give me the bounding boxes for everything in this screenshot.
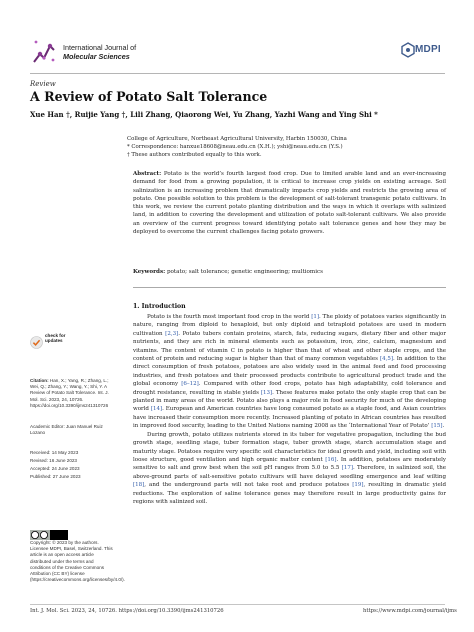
- keywords: [133, 269, 323, 275]
- check-for-updates-icon[interactable]: [30, 334, 43, 347]
- journal-name-line2: Molecular Sciences: [63, 52, 130, 61]
- text-run: . These features make potato the only staple crop that can be planted in many areas of the world. Potato also plays a major role in food security for much of the developing world: [133, 389, 446, 413]
- text-run: .: [442, 423, 445, 430]
- citation-text: Han, X.; Yang, R.; Zhang, L.; Wei, Q.; Zhang, Y.; Wang, Y.; Shi, Y. A Review of Potato Salt Tolerance. Int. J. Mol. Sci. 2023, 24, 10726. https://doi.org/10.3390/ijms241310726: [30, 378, 109, 408]
- text-run: . European and American countries have long consumed potato as a staple food, and Asian countries have increased their consumption more recently. Increased planting of potato in African countries has resulted in improved food security, leading to the United Nations naming 2008 as the ‘International Year of Potato’: [133, 406, 446, 430]
- publisher-logo-text: MDPI: [415, 44, 441, 55]
- author-list: Xue Han †, Ruijie Yang †, Lili Zhang, Qiaorong Wei, Yu Zhang, Yazhi Wang and Ying Shi *: [30, 110, 378, 119]
- reference-link[interactable]: [17]: [341, 465, 353, 472]
- date-published: Published: 27 June 2023: [30, 474, 81, 479]
- header-divider: [30, 73, 445, 74]
- section-heading-introduction: 1. Introduction: [133, 303, 186, 310]
- reference-link[interactable]: [1]: [311, 314, 320, 320]
- check-for-updates-line1: check for: [45, 333, 66, 338]
- reference-link[interactable]: [16]: [325, 456, 337, 463]
- footer-citation[interactable]: Int. J. Mol. Sci. 2023, 24, 10726. https://doi.org/10.3390/ijms241310726: [30, 608, 224, 614]
- equal-contribution-note: † These authors contributed equally to this work.: [127, 152, 262, 158]
- text-run: During growth, potato utilizes nutrients stored in its tuber for vegetative propagation, including the bud growth stage, seedling stage, tuber formation stage, tuber growth stage, starch accumulation stage and maturity stage. Potatoes require very specific soil characteristics for ideal growth and yield, including soil with loose structure, good ventilation and high organic matter content: [133, 431, 446, 463]
- reference-link[interactable]: [19]: [352, 482, 364, 489]
- abstract-text: Potato is the world’s fourth largest food crop. Due to limited arable land and an ever-increasing demand for food from a growing population, it is critical to increase crop yields on existing acreage. Soil salinization is an increasing problem that dramatically impacts crop yields and restricts the growing area of potato. One possible solution to this problem is the development of salt-tolerant transgenic potato cultivars. In this work, we review the current potato planting distribution and the ways in which it overlaps with salinized land, in addition to covering the development and utilization of potato salt-tolerant cultivars. We also provide an overview of the current progress toward identifying potato salt tolerance genes and how they may be deployed to overcome the current challenges facing potato growers.: [133, 171, 446, 235]
- journal-name: [63, 43, 136, 61]
- text-run: . The ploidy of potatoes varies significantly in nature, ranging from diploid to hexaploid, but only diploid and tetraploid potatoes are used in modern cultivation: [133, 314, 446, 337]
- date-received: Received: 14 May 2023: [30, 450, 79, 455]
- text-run: , and the underground parts will not take root and produce potatoes: [144, 482, 353, 489]
- copyright-notice: Copyright: © 2023 by the authors. Licensee MDPI, Basel, Switzerland. This article is an open access article distributed under the terms and conditions of the Creative Commons Attribution (CC BY) license (https://creativecommons.org/licenses/by/4.0/).: [30, 540, 125, 583]
- introduction-paragraph-1: [133, 313, 446, 431]
- reference-link[interactable]: [14]: [150, 406, 163, 413]
- reference-link[interactable]: [13]: [260, 389, 273, 396]
- text-run: Potato is the fourth most important food crop in the world: [147, 314, 312, 320]
- text-run: . In addition, potatoes are moderately sensitive to salt and grow best when the soil pH ranges from 5.0 to 5.5: [133, 456, 447, 472]
- affiliation: College of Agriculture, Northeast Agricultural University, Harbin 150030, China: [127, 136, 347, 142]
- abstract: [133, 170, 446, 236]
- reference-link[interactable]: [2,3]: [165, 330, 179, 337]
- article-type: Review: [30, 80, 56, 88]
- journal-logo-icon: [30, 36, 58, 66]
- reference-link[interactable]: [18]: [133, 482, 145, 489]
- date-accepted: Accepted: 24 June 2023: [30, 466, 80, 471]
- academic-editor: Academic Editor: Juan Manuel Ruiz Lozano: [30, 424, 103, 436]
- keywords-text: potato; salt tolerance; genetic engineering; multiomics: [166, 269, 323, 275]
- reference-link[interactable]: [6–12]: [181, 381, 199, 388]
- abstract-label: Abstract:: [133, 171, 162, 177]
- reference-link[interactable]: [15]: [431, 423, 443, 430]
- cc-by-license-icon[interactable]: [30, 525, 68, 535]
- journal-name-line1: International Journal of: [63, 43, 137, 52]
- check-for-updates-button[interactable]: [45, 333, 65, 343]
- introduction-body: [133, 313, 446, 506]
- text-run: , resulting in dramatic yield reductions. The exploration of saline tolerance genes may therefore result in large productivity gains for regions with salinized soil.: [133, 482, 446, 505]
- article-title: A Review of Potato Salt Tolerance: [30, 89, 268, 104]
- text-run: . Compared with other food crops, potato has high adaptability, cold tolerance and drought resistance, resulting in stable yields: [133, 381, 446, 396]
- keywords-label: Keywords:: [133, 269, 166, 275]
- introduction-paragraph-2: [133, 431, 446, 507]
- text-run: . Therefore, in salinized soil, the above-ground parts of salt-sensitive potato cultivars will have delayed seedling emergence and leaf wilting: [133, 465, 446, 480]
- footer-divider: [30, 604, 445, 605]
- check-for-updates-line2: updates: [45, 338, 63, 344]
- correspondence: * Correspondence: hanxue18608@neau.edu.cn (X.H.); yshi@neau.edu.cn (Y.S.): [127, 144, 343, 150]
- date-revised: Revised: 16 June 2023: [30, 458, 77, 463]
- reference-link[interactable]: [4,5]: [379, 356, 393, 363]
- citation-label: Citation:: [30, 378, 49, 383]
- keywords-divider: [133, 287, 446, 288]
- text-run: . Potato tubers contain proteins, starch, fats, reducing sugars, dietary fiber and other major nutrients, and they are rich in mineral elements such as potassium, iron, zinc, calcium, magnesium and vitamins. The content of vitamin C in potato is higher than that of wheat and other staple crops, and the content of protein and reducing sugar is higher than that of many common vegetables: [133, 330, 446, 363]
- text-run: . In addition to the direct consumption of fresh potatoes, potatoes are also widely used in the animal feed and food processing industries, and fresh potatoes and their processed products contribute to agricultural product trade and the global economy: [133, 356, 447, 388]
- citation-block: [30, 378, 114, 409]
- journal-url-link[interactable]: https://www.mdpi.com/journal/ijms: [363, 608, 457, 614]
